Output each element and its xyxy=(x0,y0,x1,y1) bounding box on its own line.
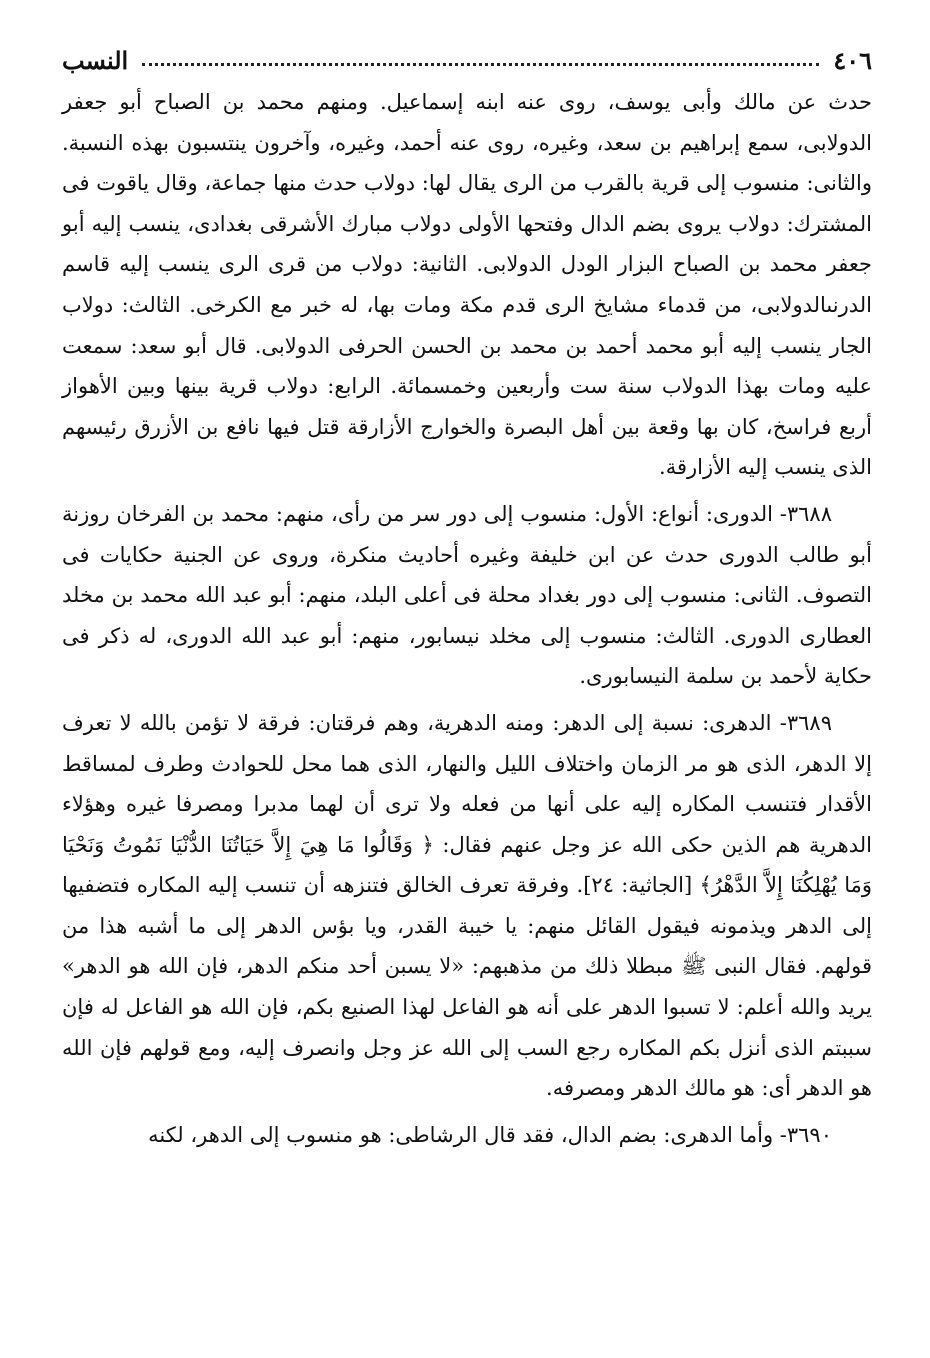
running-title: النسب xyxy=(62,45,129,75)
book-page xyxy=(62,38,872,1155)
paragraph-continuation: حدث عن مالك وأبى يوسف، روى عنه ابنه إسماعيل. ومنهم محمد بن الصباح أبو جعفر الدولابى، سمع إبراهيم بن سعد، وغيره، روى عنه أحمد، وغيره، وآخرون ينتسبون بهذه النسبة. والثانى: منسوب إلى قرية بالقرب من الرى يقال لها: دولاب حدث منها جماعة، وقال ياقوت فى المشترك: دولاب يروى بضم الدال وفتحها الأولى دولاب مبارك الأشرقى بغدادى، ينسب إليه أبو جعفر محمد بن الصباح البزار الودل الدولابى. الثانية: دولاب من قرى الرى ينسب إليه قاسم الدرنىالدولابى، من قدماء مشايخ الرى قدم مكة ومات بها، له خبر مع الكرخى. الثالث: دولاب الجار ينسب إليه أبو محمد أحمد بن محمد بن الحسن الحرفى الدولابى. قال أبو سعد: سمعت عليه ومات بهذا الدولاب سنة ست وأربعين وخمسمائة. الرابع: دولاب قرية بينها وبين الأهواز أربع فراسخ، كان بها وقعة بين أهل البصرة والخوارج الأزارقة قتل فيها نافع بن الأزرق رئيسهم الذى ينسب إليه الأزارقة. xyxy=(62,90,872,480)
entry-3690-paragraph: ٣٦٩٠- وأما الدهرى: بضم الدال، فقد قال الرشاطى: هو منسوب إلى الدهر، لكنه xyxy=(148,1122,832,1147)
entry-3689-paragraph: ٣٦٨٩- الدهرى: نسبة إلى الدهر: ومنه الدهرية، وهم فرقتان: فرقة لا تؤمن بالله لا تعرف إلا الدهر، الذى هو مر الزمان واختلاف الليل والنهار، الذى هما محل للحوادث وطرف لمساقط الأقدار فتنسب المكاره إليه على أنها من فعله ولا ترى أن لهما مدبرا ومصرفا غيره وهؤلاء الدهرية هم الذين حكى الله عز وجل عنهم فقال: ﴿ وَقَالُوا مَا هِيَ إِلاَّ حَيَاتُنَا الدُّنْيَا نَمُوتُ وَنَحْيَا وَمَا يُهْلِكُنَا إِلاَّ الدَّهْرُ﴾ [الجاثية: ٢٤]. وفرقة تعرف الخالق فتنزهه أن تنسب إليه المكاره فتضفيها إلى الدهر ويذمونه فيقول القائل منهم: يا خيبة القدر، ويا بؤس الدهر إلى ما أشبه هذا من قولهم. فقال النبى ﷺ مبطلا ذلك من مذهبهم: «لا يسبن أحد منكم الدهر، فإن الله هو الدهر» يريد والله أعلم: لا تسبوا الدهر على أنه هو الفاعل لهذا الصنيع بكم، فإن الله هو الفاعل له فإن سببتم الذى أنزل بكم المكاره رجع السب إلى الله عز وجل وانصرف إليه، ومع قولهم فإن الله هو الدهر أى: هو مالك الدهر ومصرفه. xyxy=(62,710,872,1101)
dotted-leader xyxy=(142,63,819,66)
page-header xyxy=(62,38,872,82)
page-number: ٤٠٦ xyxy=(833,45,872,75)
entry-3688-paragraph: ٣٦٨٨- الدورى: أنواع: الأول: منسوب إلى دور سر من رأى، منهم: محمد بن الفرخان روزنة أبو طالب الدورى حدث عن ابن خليفة وغيره أحاديث منكرة، وروى عن الجنية حكايات فى التصوف. الثانى: منسوب إلى دور بغداد محلة فى أعلى البلد، منهم: أبو عبد الله محمد بن مخلد العطارى الدورى. الثالث: منسوب إلى مخلد نيسابور، منهم: أبو عبد الله الدورى، له ذكر فى حكاية لأحمد بن سلمة النيسابورى. xyxy=(62,501,872,689)
